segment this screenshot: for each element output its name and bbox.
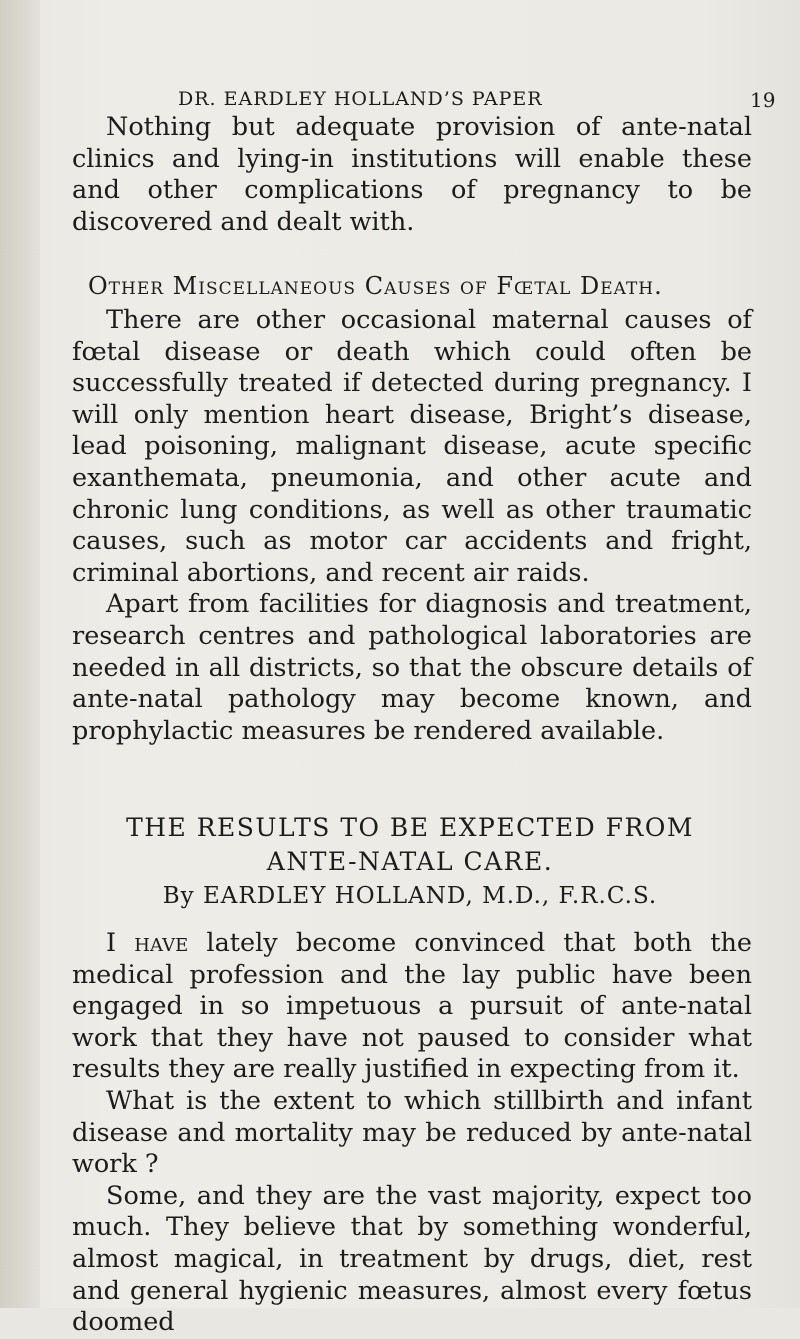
intro-paragraph: Nothing but adequate provision of ante-natal clinics and lying-in institutions will enable these and other complications of pregnancy to be discovered and dealt with. bbox=[72, 112, 752, 237]
opening-words: I have bbox=[106, 928, 189, 958]
article-body bbox=[72, 928, 752, 1339]
article-paragraph: What is the extent to which stillbirth and infant disease and mortality may be reduced by ante-natal work ? bbox=[72, 1085, 752, 1180]
article-title-line-1: THE RESULTS TO BE EXPECTED FROM bbox=[126, 813, 694, 842]
running-head: DR. EARDLEY HOLLAND’S PAPER bbox=[178, 88, 543, 110]
section-paragraph: Apart from facilities for diagnosis and treatment, research centres and pathological laboratories are needed in all districts, so that the obscure details of ante-natal pathology may become known, and prophylactic measures be rendered available. bbox=[72, 589, 752, 746]
opening-paragraph-text: lately become convinced that both the medical profession and the lay public have been engaged in so impetuous a pursuit of ante-natal work that they have not paused to consider what results they are really justified in expecting from it. bbox=[72, 928, 752, 1085]
article-paragraph bbox=[72, 928, 752, 1086]
page-binding-shadow bbox=[0, 0, 40, 1308]
section-heading: Other Miscellaneous Causes of Fœtal Death. bbox=[88, 272, 663, 300]
article-title-line-2: ANTE-NATAL CARE. bbox=[266, 847, 554, 876]
page-number: 19 bbox=[750, 88, 776, 112]
section-body bbox=[72, 305, 752, 747]
article-paragraph: Some, and they are the vast majority, expect too much. They believe that by something wonderful, almost magical, in treatment by drugs, diet, rest and general hygienic measures, almost every fœtus doomed bbox=[72, 1180, 752, 1338]
intro-paragraph-block bbox=[72, 112, 752, 238]
article-byline: By EARDLEY HOLLAND, M.D., F.R.C.S. bbox=[162, 883, 658, 909]
section-paragraph: There are other occasional maternal causes of fœtal disease or death which could often be successfully treated if detected during pregnancy. I will only mention heart disease, Bright’s disease, lead poisoning, malignant disease, acute specific exanthemata, pneumonia, and other acute and chronic lung conditions, as well as other traumatic causes, such as motor car accidents and fright, criminal abortions, and recent air raids. bbox=[72, 305, 752, 588]
